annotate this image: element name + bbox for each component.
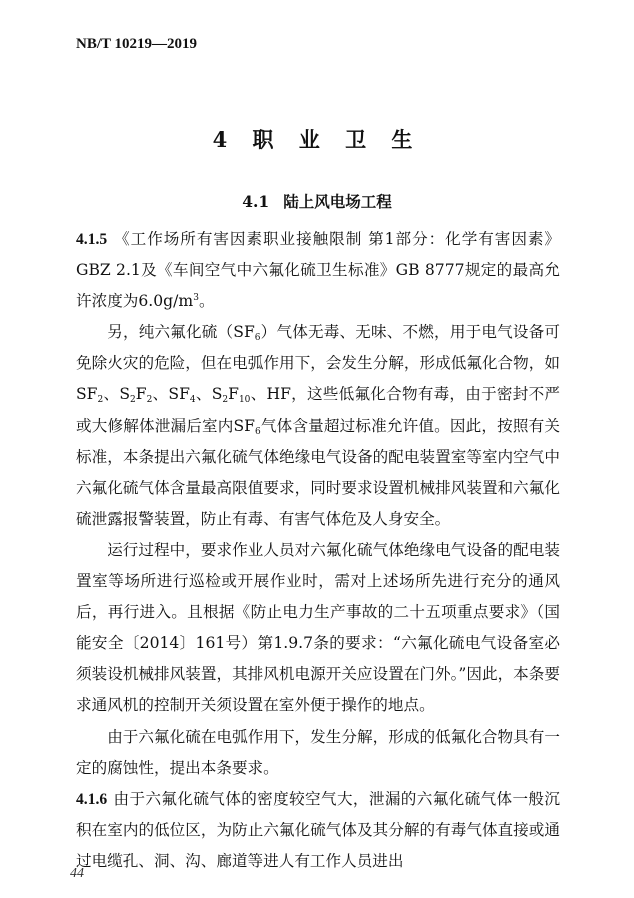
superscript: 3 [193,293,199,304]
paragraph-text: 、SF [152,385,190,404]
subscript: 2 [146,395,153,406]
section-number: 4.1 [242,192,270,211]
paragraph-text: F [228,385,239,404]
subscript: 2 [222,395,229,406]
clause-4-1-5-paragraph-3: 运行过程中，要求作业人员对六氟化硫气体绝缘电气设备的配电装置室等场所进行巡检或开展作业时，需对上述场所先进行充分的通风后，再行进入。且根据《防止电力生产事故的二十五项重点要求》（国能安全〔2014〕161号）第1.9.7条的要求：“六氟化硫电气设备室必须装设机械排风装置，其排风机电源开关应设置在门外。”因此，本条要求通风机的控制开关须设置在室外便于操作的地点。 [76,540,560,715]
subscript: 6 [254,333,261,344]
paragraph-text: 、S [195,385,223,404]
paragraph-text: ）气体无毒、无味、不燃，用于电气设备可免除火灾的危险，但在电弧作用下，会发生分解，形成低氟化合物，如SF [76,323,560,404]
paragraph-text: 气体含量超过标准允许值。因此，按照有关标准，本条提出六氟化硫气体绝缘电气设备的配电装置室等室内空气中六氟化硫气体含量最高限值要求，同时要求设置机械排风装置和六氟化硫泄露报警装置，防止有毒、有害气体危及人身安全。 [76,416,560,528]
paragraph-text: 。 [198,292,215,311]
subscript: 2 [130,395,136,406]
standard-code: NB/T 10219—2019 [76,36,197,52]
section-heading [0,190,634,212]
subscript: 6 [255,426,261,437]
chapter-title: 4 职 业 卫 生 [212,127,422,152]
clause-4-1-5-paragraph-4: 由于六氟化硫在电弧作用下，发生分解，形成的低氟化合物具有一定的腐蚀性，提出本条要求。 [76,727,560,777]
paragraph-text: 《工作场所有害因素职业接触限制 第1部分：化学有害因素》GBZ 2.1及《车间空气中六氟化硫卫生标准》GB 8777规定的最高允许浓度为6.0g/m [76,230,560,311]
clause-number: 4.1.6 [76,790,108,808]
page-number: 44 [70,866,84,881]
paragraph-text: F [135,385,147,404]
clause-4-1-5-paragraph-1 [76,224,560,317]
clause-number: 4.1.5 [76,231,108,248]
paragraph-text: 由于六氟化硫气体的密度较空气大，泄漏的六氟化硫气体一般沉积在室内的低位区，为防止六氟化硫气体及其分解的有毒气体直接或通过电缆孔、洞、沟、廊道等进人有工作人员进出 [76,789,560,870]
paragraph-text: 另，纯六氟化硫（SF [107,323,255,342]
subscript: 2 [97,395,104,406]
subscript: 10 [238,395,251,406]
clause-4-1-5-paragraph-2 [76,317,560,535]
section-title: 陆上风电场工程 [283,192,392,211]
paragraph-text: 、HF，这些低氟化合物有毒，由于密封不严或大修解体泄漏后室内SF [76,385,561,435]
subscript: 4 [189,395,196,406]
document-body [76,224,560,877]
clause-4-1-6-paragraph [76,784,560,877]
paragraph-text: 、S [103,385,131,404]
